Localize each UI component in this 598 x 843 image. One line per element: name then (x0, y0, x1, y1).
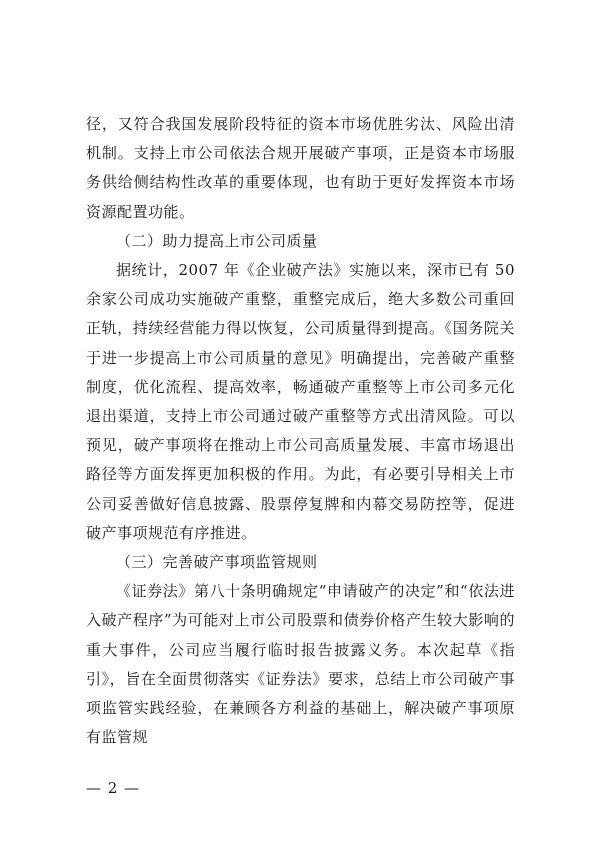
body-paragraph: 《证券法》第八十条明确规定“申请破产的决定”和“依法进入破产程序”为可能对上市公司股票和债券价格产生较大影响的重大事件，公司应当履行临时报告披露义务。本次起草《指引》，旨在全面贯彻落实《证券法》要求，总结上市公司破产事项监管实践经验，在兼顾各方利益的基础上，解决破产事项原有监管规 (86, 582, 515, 747)
section-heading: （三）完善破产事项监管规则 (116, 553, 318, 572)
document-body (86, 110, 515, 752)
page-number: — 2 — (86, 779, 141, 797)
body-paragraph: 径，又符合我国发展阶段特征的资本市场优胜劣汰、风险出清机制。支持上市公司依法合规开展破产事项，正是资本市场服务供给侧结构性改革的重要体现，也有助于更好发挥资本市场资源配置功能。 (86, 115, 515, 221)
section-heading: （二）助力提高上市公司质量 (116, 231, 318, 250)
body-paragraph: 据统计，2007 年《企业破产法》实施以来，深市已有 50 余家公司成功实施破产重整，重整完成后，绝大多数公司重回正轨，持续经营能力得以恢复，公司质量得到提高。《国务院关于进一步提高上市公司质量的意见》明确提出，完善破产重整制度，优化流程、提高效率，畅通破产重整等上市公司多元化退出渠道，支持上市公司通过破产重整等方式出清风险。可以预见，破产事项将在推动上市公司高质量发展、丰富市场退出路径等方面发挥更加积极的作用。为此，有必要引导相关上市公司妥善做好信息披露、股票停复牌和内幕交易防控等，促进破产事项规范有序推进。 (86, 261, 515, 542)
